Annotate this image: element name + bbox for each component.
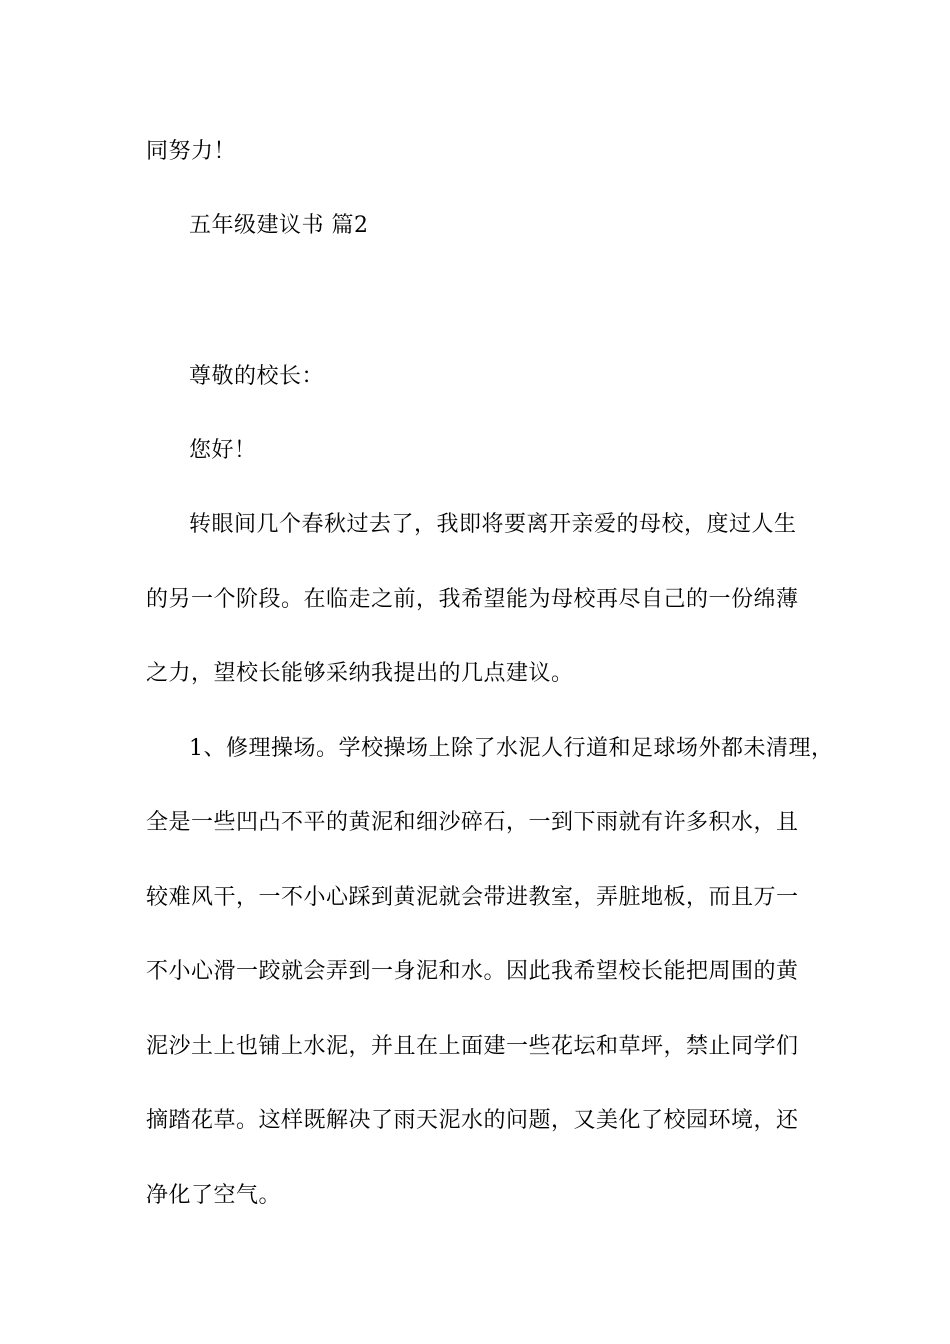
paragraph-line: 净化了空气。	[146, 1183, 282, 1208]
salutation: 尊敬的校长：	[189, 364, 325, 389]
paragraph-line: 的另一个阶段。在临走之前，我希望能为母校再尽自己的一份绵薄	[146, 587, 799, 612]
paragraph-line: 泥沙土上也铺上水泥，并且在上面建一些花坛和草坪，禁止同学们	[146, 1034, 799, 1059]
paragraph-line: 全是一些凹凸不平的黄泥和细沙碎石，一到下雨就有许多积水，且	[146, 810, 799, 835]
paragraph-line: 摘踏花草。这样既解决了雨天泥水的问题，又美化了校园环境，还	[146, 1108, 799, 1133]
greeting: 您好！	[189, 438, 257, 463]
paragraph-line: 1、修理操场。学校操场上除了水泥人行道和足球场外都未清理，	[189, 736, 834, 761]
paragraph-line: 转眼间几个春秋过去了，我即将要离开亲爱的母校，度过人生	[189, 512, 797, 537]
paragraph-line-closing: 同努力！	[146, 139, 237, 164]
section-heading: 五年级建议书 篇2	[189, 213, 369, 238]
paragraph-line: 较难风干，一不小心踩到黄泥就会带进教室，弄脏地板，而且万一	[146, 885, 799, 910]
paragraph-line: 不小心滑一跤就会弄到一身泥和水。因此我希望校长能把周围的黄	[146, 959, 799, 984]
paragraph-line: 之力，望校长能够采纳我提出的几点建议。	[146, 661, 574, 686]
